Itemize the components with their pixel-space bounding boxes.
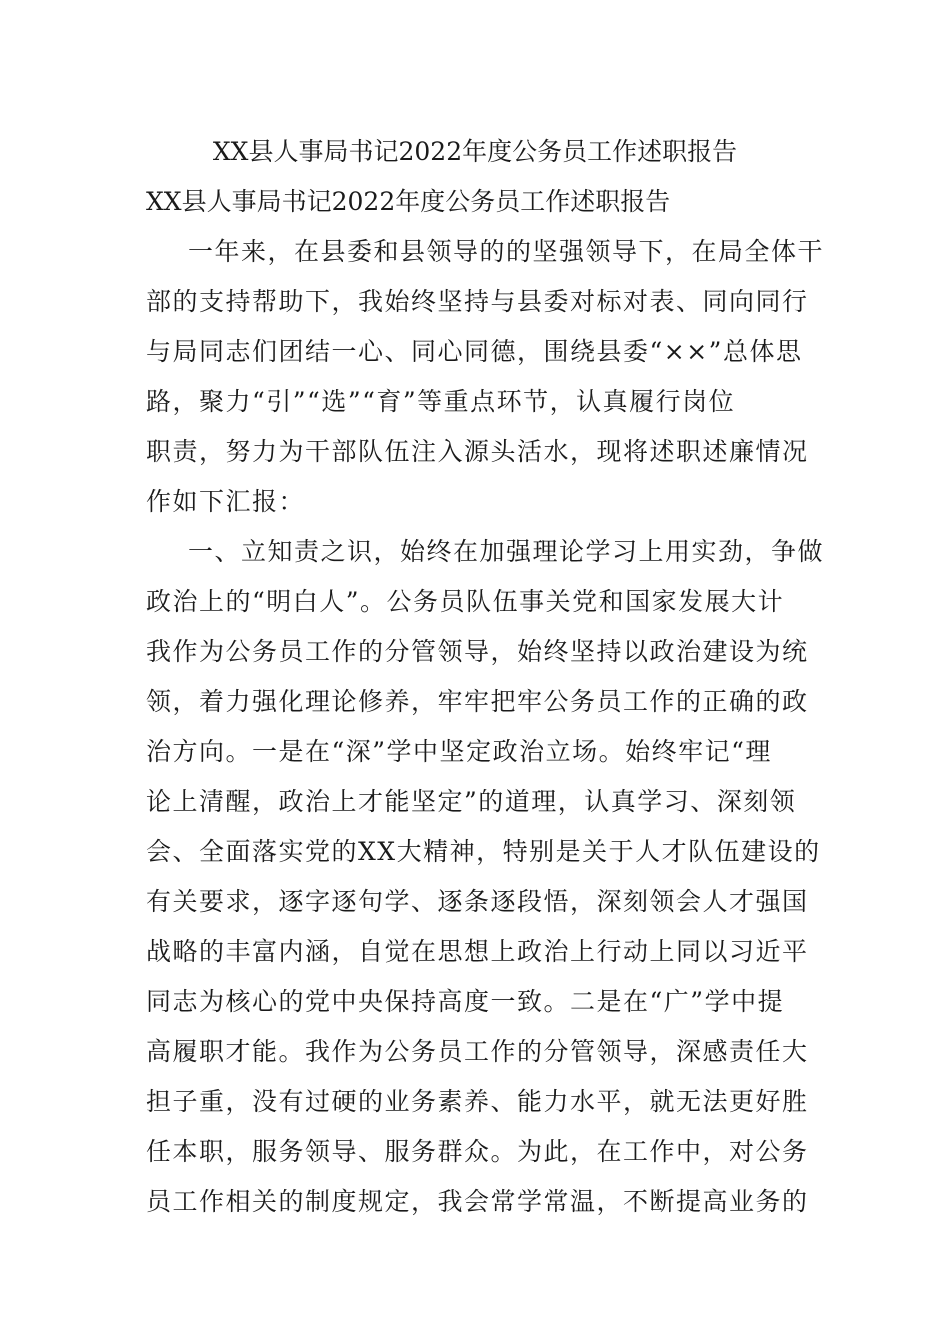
paragraph-line: 论上清醒，政治上才能坚定”的道理，认真学习、深刻领 xyxy=(146,787,797,816)
paragraph-line: 任本职，服务领导、服务群众。为此，在工作中，对公务 xyxy=(146,1137,809,1166)
paragraph-line: 与局同志们团结一心、同心同德，围绕县委“××”总体思 xyxy=(146,337,803,366)
document-subtitle: XX县人事局书记2022年度公务员工作述职报告 xyxy=(146,187,671,216)
paragraph-line: 政治上的“明白人”。公务员队伍事关党和国家发展大计 xyxy=(146,587,785,616)
paragraph-line: 担子重，没有过硬的业务素养、能力水平，就无法更好胜 xyxy=(146,1087,809,1116)
paragraph-line: 高履职才能。我作为公务员工作的分管领导，深感责任大 xyxy=(146,1037,809,1066)
paragraph-line: 一年来，在县委和县领导的的坚强领导下，在局全体干 xyxy=(188,237,825,266)
paragraph-line: 一、立知责之识，始终在加强理论学习上用实劲，争做 xyxy=(188,537,825,566)
paragraph-line: 我作为公务员工作的分管领导，始终坚持以政治建设为统 xyxy=(146,637,809,666)
paragraph-line: 员工作相关的制度规定，我会常学常温，不断提高业务的 xyxy=(146,1187,809,1216)
paragraph-line: 部的支持帮助下，我始终坚持与县委对标对表、同向同行 xyxy=(146,287,809,316)
document-title: XX县人事局书记2022年度公务员工作述职报告 xyxy=(212,137,738,166)
paragraph-line: 有关要求，逐字逐句学、逐条逐段悟，深刻领会人才强国 xyxy=(146,887,809,916)
paragraph-line: 路，聚力“引”“选”“育”等重点环节，认真履行岗位 xyxy=(146,387,736,416)
paragraph-line: 职责，努力为干部队伍注入源头活水，现将述职述廉情况 xyxy=(146,437,809,466)
paragraph-line: 作如下汇报： xyxy=(146,487,306,516)
paragraph-line: 治方向。一是在“深”学中坚定政治立场。始终牢记“理 xyxy=(146,737,772,766)
paragraph-line: 战略的丰富内涵，自觉在思想上政治上行动上同以习近平 xyxy=(146,937,809,966)
paragraph-line: 会、全面落实党的XX大精神，特别是关于人才队伍建设的 xyxy=(146,837,821,866)
paragraph-line: 领，着力强化理论修养，牢牢把牢公务员工作的正确的政 xyxy=(146,687,809,716)
paragraph-line: 同志为核心的党中央保持高度一致。二是在“广”学中提 xyxy=(146,987,785,1016)
